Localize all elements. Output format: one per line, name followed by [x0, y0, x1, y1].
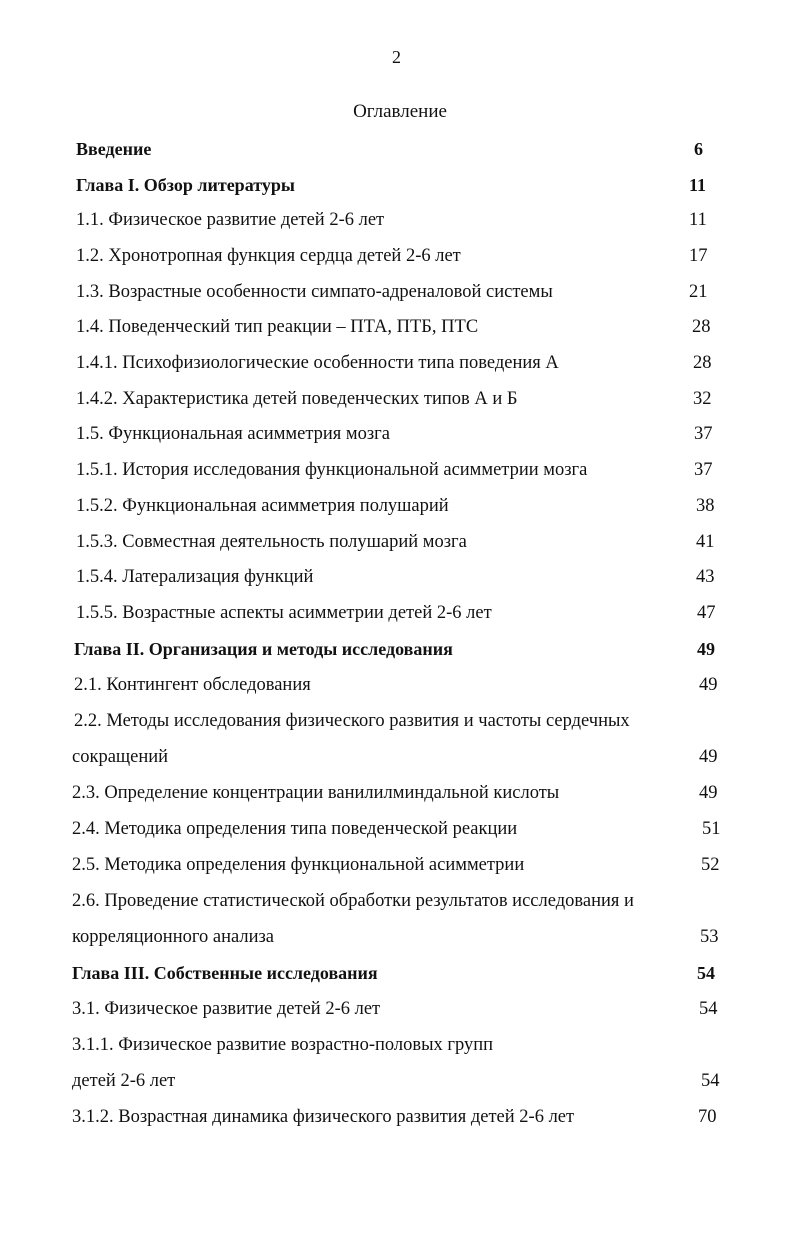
- toc-entry: [0, 1103, 793, 1131]
- toc-entry: [0, 1067, 793, 1095]
- page-number: 2: [392, 47, 401, 67]
- toc-entry-page: 11: [689, 210, 707, 230]
- toc-entry: [0, 563, 793, 591]
- toc-entry-text: 3.1. Физическое развитие детей 2-6 лет: [72, 999, 381, 1019]
- toc-entry-page: 32: [693, 389, 712, 409]
- toc-entry-page: 49: [697, 639, 715, 659]
- toc-entry-page: 51: [702, 819, 721, 839]
- toc-entry: [0, 242, 793, 270]
- toc-entry-text: 1.3. Возрастные особенности симпато-адреналовой системы: [76, 282, 553, 302]
- toc-entry-text: 2.6. Проведение статистической обработки результатов исследования и: [72, 891, 634, 911]
- toc-entry-page: 70: [698, 1107, 717, 1127]
- toc-entry: [0, 887, 793, 915]
- toc-entry-text: сокращений: [72, 747, 169, 767]
- toc-entry-text: 1.5. Функциональная асимметрия мозга: [76, 424, 390, 444]
- toc-entry-page: 52: [701, 855, 720, 875]
- toc-entry-text: Глава III. Собственные исследования: [72, 963, 378, 983]
- toc-entry-page: 37: [694, 460, 713, 480]
- toc-entry-text: 1.4.1. Психофизиологические особенности типа поведения А: [76, 353, 559, 373]
- toc-entry: [0, 206, 793, 234]
- toc-entry: [0, 743, 793, 771]
- toc-entry: [0, 492, 793, 520]
- toc-entry-text: 2.3. Определение концентрации ванилилминдальной кислоты: [72, 783, 560, 803]
- toc-entry: [0, 707, 793, 735]
- toc-entry-text: 1.2. Хронотропная функция сердца детей 2-6 лет: [76, 246, 461, 266]
- toc-entry-text: 2.2. Методы исследования физического развития и частоты сердечных: [74, 711, 630, 731]
- toc-entry-page: 43: [696, 567, 715, 587]
- toc-entry: [0, 135, 793, 163]
- toc-entry: [0, 923, 793, 951]
- toc-entry-page: 49: [699, 783, 718, 803]
- toc-entry-text: 3.1.1. Физическое развитие возрастно-половых групп: [72, 1035, 494, 1055]
- toc-entry: [0, 779, 793, 807]
- toc-entry-page: 6: [694, 139, 703, 159]
- toc-entry-text: 2.5. Методика определения функциональной асимметрии: [72, 855, 525, 875]
- toc-entry: [0, 171, 793, 199]
- toc-entry-page: 49: [699, 675, 718, 695]
- toc-entry: [0, 995, 793, 1023]
- toc-entry-page: 28: [693, 353, 712, 373]
- toc-entry: [0, 671, 793, 699]
- toc-entry-text: Глава II. Организация и методы исследования: [74, 639, 453, 659]
- toc-entry-text: 1.5.5. Возрастные аспекты асимметрии детей 2-6 лет: [76, 603, 492, 623]
- toc-title: Оглавление: [353, 101, 447, 122]
- toc-entry: [0, 599, 793, 627]
- toc-entry-page: 37: [694, 424, 713, 444]
- toc-entry-page: 54: [697, 963, 715, 983]
- toc-entry: [0, 851, 793, 879]
- toc-entry-text: 1.5.2. Функциональная асимметрия полушарий: [76, 496, 449, 516]
- toc-entry-page: 28: [692, 317, 711, 337]
- toc-entry-text: 1.1. Физическое развитие детей 2-6 лет: [76, 210, 385, 230]
- toc-entry-page: 54: [701, 1071, 720, 1091]
- toc-entry-page: 54: [699, 999, 718, 1019]
- toc-entry-page: 41: [696, 532, 715, 552]
- toc-entry: [0, 313, 793, 341]
- toc-entry: [0, 456, 793, 484]
- toc-entry: [0, 420, 793, 448]
- toc-entry: [0, 385, 793, 413]
- toc-entry-page: 53: [700, 927, 719, 947]
- toc-entry: [0, 349, 793, 377]
- toc-entry: [0, 959, 793, 987]
- toc-entry-page: 17: [689, 246, 708, 266]
- toc-entry-page: 47: [697, 603, 716, 623]
- toc-entry-text: Глава I. Обзор литературы: [76, 175, 295, 195]
- toc-entry-text: 1.4.2. Характеристика детей поведенческих типов А и Б: [76, 389, 518, 409]
- toc-entry-text: 1.5.1. История исследования функциональной асимметрии мозга: [76, 460, 588, 480]
- toc-entry: [0, 635, 793, 663]
- toc-entry-text: 2.4. Методика определения типа поведенческой реакции: [72, 819, 518, 839]
- toc-entry-page: 21: [689, 282, 708, 302]
- toc-entry-page: 49: [699, 747, 718, 767]
- toc-entry: [0, 815, 793, 843]
- toc-entry-page: 11: [689, 175, 707, 195]
- toc-entry: [0, 278, 793, 306]
- toc-entry: [0, 1031, 793, 1059]
- toc-entry: [0, 528, 793, 556]
- toc-entry-text: детей 2-6 лет: [72, 1071, 176, 1091]
- toc-entry-text: Введение: [76, 139, 152, 159]
- toc-entry-text: 1.5.3. Совместная деятельность полушарий мозга: [76, 532, 467, 552]
- toc-entry-text: 1.4. Поведенческий тип реакции – ПТА, ПТБ, ПТС: [76, 317, 479, 337]
- toc-entry-text: корреляционного анализа: [72, 927, 274, 947]
- toc-entry-text: 1.5.4. Латерализация функций: [76, 567, 314, 587]
- toc-entry-text: 2.1. Контингент обследования: [74, 675, 311, 695]
- toc-entry-text: 3.1.2. Возрастная динамика физического развития детей 2-6 лет: [72, 1107, 575, 1127]
- toc-entry-page: 38: [696, 496, 715, 516]
